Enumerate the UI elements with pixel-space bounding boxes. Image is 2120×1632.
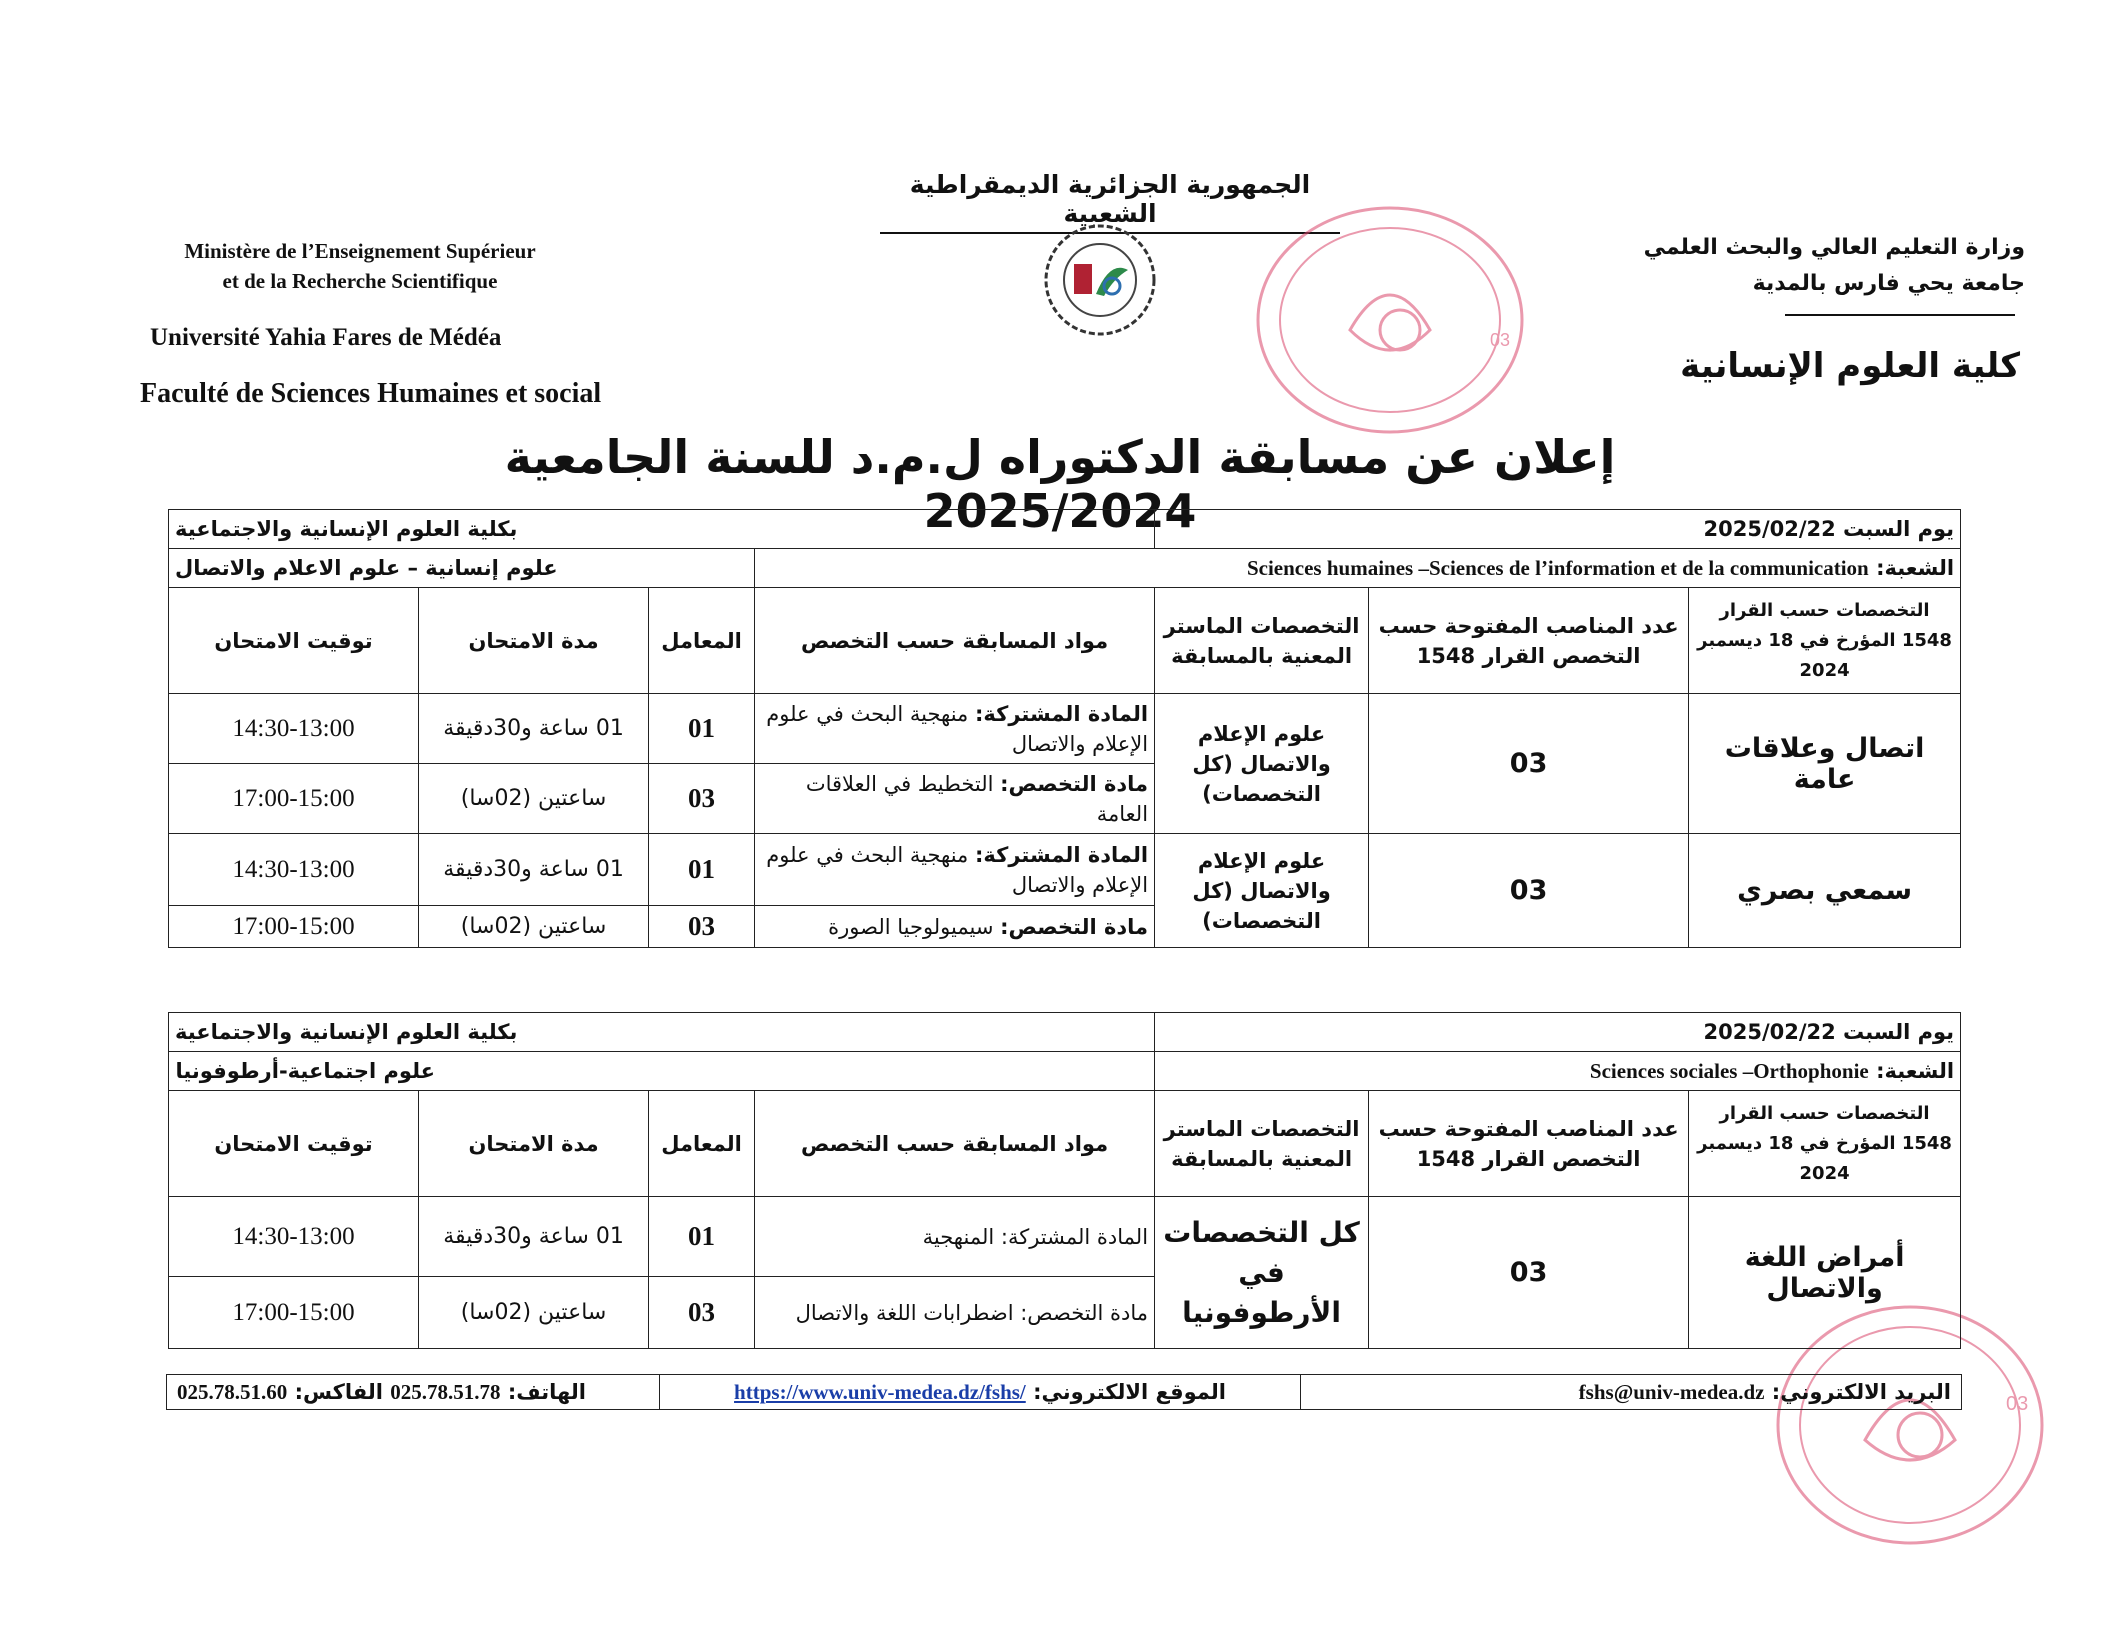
subject-text: التخطيط في العلاقات العامة [805,771,1149,826]
website-link[interactable]: https://www.univ-medea.dz/fshs/ [734,1379,1026,1404]
duration-cell: 01 ساعة و30دقيقة [419,834,649,906]
subject-text: منهجية البحث في علوم الإعلام والاتصال [766,701,1149,756]
table-row [169,1197,1961,1277]
subject-cell [755,906,1155,948]
table2-date-row [169,1013,1961,1052]
table-row [169,834,1961,906]
phone-cell [167,1375,660,1410]
col-masters-header: التخصصات الماستر المعنية بالمسابقة [1155,588,1369,694]
masters-cell: علوم الإعلام والاتصال (كل التخصصات) [1155,694,1369,834]
email-link[interactable]: fshs@univ-medea.dz [1578,1379,1765,1404]
table2-branch-row [169,1052,1961,1091]
table1-branch [755,549,1961,588]
col-subjects-header: مواد المسابقة حسب التخصص [755,1091,1155,1197]
col-time-header: توقيت الامتحان [169,1091,419,1197]
duration-cell: ساعتين (02سا) [419,906,649,948]
positions-cell: 03 [1369,1197,1689,1349]
table2-place: بكلية العلوم الإنسانية والاجتماعية [169,1013,1155,1052]
table2-header-row [169,1091,1961,1197]
branch-french: Sciences humaines –Sciences de l’information et de la communication [1246,555,1869,580]
ministry-french-line2: et de la Recherche Scientifique [222,269,498,293]
university-logo-icon [1040,220,1160,340]
spec-cell: أمراض اللغة والاتصال [1689,1197,1961,1349]
table2-date: يوم السبت 2025/02/22 [1155,1013,1961,1052]
branch-arabic-text: علوم اجتماعية-أرطوفونيا [175,1059,435,1083]
time-cell: 17:00-15:00 [169,1277,419,1349]
col-positions-header: عدد المناصب المفتوحة حسب التخصص القرار 1548 [1369,1091,1689,1197]
subject-cell: مادة التخصص: اضطرابات اللغة والاتصال [755,1277,1155,1349]
table-row [169,694,1961,764]
university-arabic: جامعة يحي فارس بالمدية [1752,271,2025,296]
coef-cell: 01 [649,694,755,764]
time-cell: 17:00-15:00 [169,764,419,834]
coef-cell: 03 [649,906,755,948]
spec-cell: سمعي بصري [1689,834,1961,948]
table1-header-row [169,588,1961,694]
subject-label: المادة المشتركة: [975,701,1149,726]
email-label: البريد الالكتروني: [1771,1379,1951,1404]
fax-number: 025.78.51.60 [177,1379,288,1404]
subject-cell: المادة المشتركة: المنهجية [755,1197,1155,1277]
col-positions-header: عدد المناصب المفتوحة حسب التخصص القرار 1548 [1369,588,1689,694]
table1-place: بكلية العلوم الإنسانية والاجتماعية [169,510,1155,549]
table1-date-row [169,510,1961,549]
ministry-french-line1: Ministère de l’Enseignement Supérieur [184,239,536,263]
col-spec-header: التخصصات حسب القرار 1548 المؤرخ في 18 ديسمبر 2024 [1689,588,1961,694]
time-cell: 14:30-13:00 [169,1197,419,1277]
exam-table-1 [168,509,1961,948]
spec-cell: اتصال وعلاقات عامة [1689,694,1961,834]
contact-footer [166,1374,1962,1410]
table2-branch [1155,1052,1961,1091]
subject-text: سيميولوجيا الصورة [828,914,994,939]
stamp-number: 03 [1490,330,1511,350]
subject-cell [755,764,1155,834]
col-masters-header: التخصصات الماستر المعنية بالمسابقة [1155,1091,1369,1197]
ministry-arabic [1625,230,2025,302]
ministry-arabic-line1: وزارة التعليم العالي والبحث العلمي [1643,235,2025,260]
faculty-arabic: كلية العلوم الإنسانية [1680,346,2020,386]
coef-cell: 01 [649,834,755,906]
branch-french: Sciences sociales –Orthophonie [1589,1058,1869,1083]
col-duration-header: مدة الامتحان [419,588,649,694]
subject-cell [755,834,1155,906]
positions-cell: 03 [1369,694,1689,834]
table1-branch-row [169,549,1961,588]
table1-date: يوم السبت 2025/02/22 [1155,510,1961,549]
positions-cell: 03 [1369,834,1689,948]
time-cell: 14:30-13:00 [169,694,419,764]
university-french: Université Yahia Fares de Médéa [150,324,502,351]
col-coef-header: المعامل [649,588,755,694]
table1-branch-arabic: علوم إنسانية – علوم الاعلام والاتصال [169,549,755,588]
coef-cell: 03 [649,1277,755,1349]
masters-cell: علوم الإعلام والاتصال (كل التخصصات) [1155,834,1369,948]
exam-table-2 [168,1012,1961,1349]
contact-row [167,1375,1962,1410]
col-subjects-header: مواد المسابقة حسب التخصص [755,588,1155,694]
time-cell: 14:30-13:00 [169,834,419,906]
coef-cell: 01 [649,1197,755,1277]
republic-title: الجمهورية الجزائرية الديمقراطية الشعبية [880,170,1340,234]
email-cell [1301,1375,1962,1410]
website-cell [660,1375,1301,1410]
duration-cell: ساعتين (02سا) [419,1277,649,1349]
faculty-french: Faculté de Sciences Humaines et social [140,378,602,409]
duration-cell: 01 ساعة و30دقيقة [419,694,649,764]
website-label: الموقع الالكتروني: [1033,1379,1226,1404]
subject-label: مادة التخصص: [1000,914,1149,939]
time-cell: 17:00-15:00 [169,906,419,948]
phone-number: 025.78.51.78 [390,1379,501,1404]
coef-cell: 03 [649,764,755,834]
col-coef-header: المعامل [649,1091,755,1197]
subject-label: المادة المشتركة: [975,842,1149,867]
table2-branch-arabic [169,1052,1155,1091]
masters-cell: كل التخصصات في الأرطوفونيا [1155,1197,1369,1349]
fax-label: الفاكس: [294,1379,383,1404]
phone-label: الهاتف: [507,1379,586,1404]
subject-label: مادة التخصص: [1000,771,1149,796]
official-stamp-top-icon [1250,200,1530,440]
subject-text: منهجية البحث في علوم الإعلام والاتصال [766,842,1149,897]
col-spec-header: التخصصات حسب القرار 1548 المؤرخ في 18 ديسمبر 2024 [1689,1091,1961,1197]
branch-label: الشعبة: [1876,1058,1955,1083]
col-time-header: توقيت الامتحان [169,588,419,694]
duration-cell: ساعتين (02سا) [419,764,649,834]
page-title: إعلان عن مسابقة الدكتوراه ل.م.د للسنة الجامعية 2025/2024 [504,430,1616,538]
branch-label: الشعبة: [1876,555,1955,580]
ministry-french [120,236,600,296]
stamp-number-bottom: 03 [2006,1393,2029,1415]
col-duration-header: مدة الامتحان [419,1091,649,1197]
header-divider [1785,314,2015,316]
subject-cell [755,694,1155,764]
duration-cell: 01 ساعة و30دقيقة [419,1197,649,1277]
